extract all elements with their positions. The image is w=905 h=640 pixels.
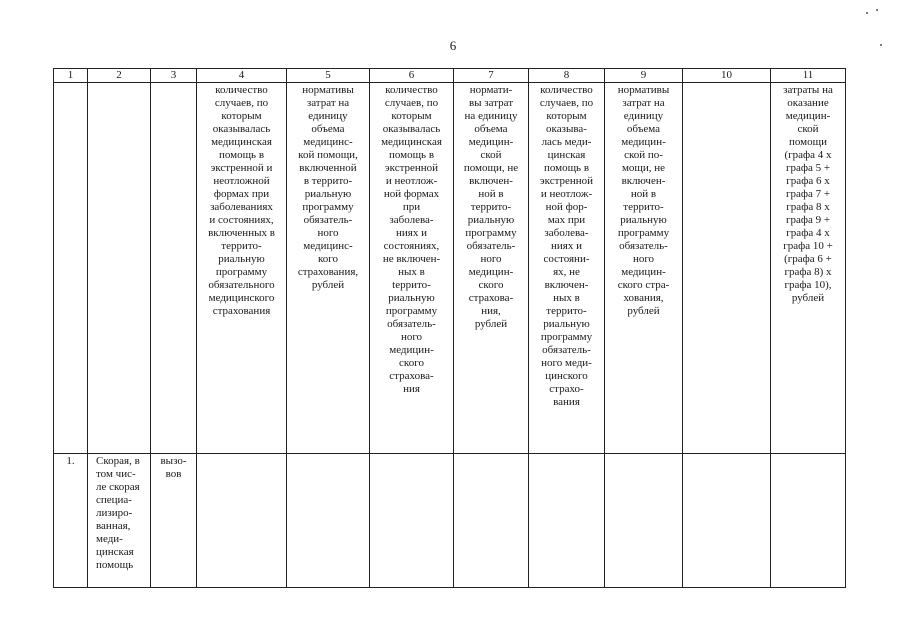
- column-number: 4: [197, 69, 287, 83]
- header-cell-text: количество случаев, по которым оказывалась медицинская помощь в экстренной и неотлож- ной формах при заболева- ниях и состояниях, не включен- ных в tеррито- риальную программу обязатель- ного медицин- ского страхова- ния: [381, 84, 442, 395]
- header-cell-text: затраты на оказание медицин- ской помощи (графа 4 х графа 5 + графа 6 х графа 7 + графа 8 х графа 9 + графа 4 х графа 10 + (графа 6 + графа 8) х графа 10), рублей: [783, 84, 833, 304]
- cell-text: Скорая, в том чис- ле скорая специа- лизиро- ванная, меди- цинская помощь: [96, 455, 140, 571]
- table-cell: [197, 454, 287, 588]
- care-type-cell: [88, 454, 151, 588]
- header-cell-text: нормативы затрат на единицу объема медицин- ской по- мощи, не включен- ной в террито- риальную программу обязатель- ного медицин- ского стра- хования, рублей: [617, 84, 670, 317]
- column-number: 11: [771, 69, 846, 83]
- column-number: 2: [88, 69, 151, 83]
- cost-table: [53, 68, 846, 588]
- header-cell-text: нормативы затрат на единицу объема медицинс- кой помощи, включенной в террито- риальную программу обязатель- ного медицинс- кого страхования, рублей: [297, 84, 359, 291]
- column-number: 7: [454, 69, 529, 83]
- table-row: [54, 454, 846, 588]
- column-number: 1: [54, 69, 88, 83]
- column-number: 9: [605, 69, 683, 83]
- table-cell: [605, 454, 683, 588]
- header-cell: [197, 83, 287, 454]
- header-cell: [605, 83, 683, 454]
- column-number: 8: [529, 69, 605, 83]
- column-number: 6: [370, 69, 454, 83]
- column-header-row: [54, 83, 846, 454]
- table-cell: [771, 454, 846, 588]
- cell-text: 1.: [66, 455, 75, 467]
- column-number-row: [54, 69, 846, 83]
- page-number: 6: [449, 38, 457, 53]
- header-cell: [151, 83, 197, 454]
- column-number: 3: [151, 69, 197, 83]
- header-cell: [54, 83, 88, 454]
- header-cell-text: количество случаев, по которым оказыва- лась меди- цинская помощь в экстренной и неотлож- ной фор- мах при заболева- ниях и состояни- ях, не включен- ных в террито- риальную программу обязатель- ного меди- цинского страхо- вания: [539, 84, 594, 408]
- cell-text: вызо- вов: [160, 455, 187, 480]
- table-cell: [370, 454, 454, 588]
- scan-speck: [866, 12, 868, 14]
- header-cell: [529, 83, 605, 454]
- scan-speck: [876, 9, 878, 11]
- table-cell: [529, 454, 605, 588]
- row-number-cell: [54, 454, 88, 588]
- column-number: 10: [683, 69, 771, 83]
- header-cell-text: количество случаев, по которым оказывалась медицинская помощь в экстренной и неотложной формах при заболеваниях и состояниях, включенных в террито- риальную программу обязательного медицинского страхования: [208, 84, 275, 317]
- header-cell-text: нормати- вы затрат на единицу объема медицин- ской помощи, не включен- ной в террито- риальную программу обязатель- ного медицин- ского страхова- ния, рублей: [463, 84, 519, 330]
- column-number: 5: [287, 69, 370, 83]
- header-cell: [454, 83, 529, 454]
- unit-cell: [151, 454, 197, 588]
- header-cell: [370, 83, 454, 454]
- table-cell: [287, 454, 370, 588]
- table-cell: [454, 454, 529, 588]
- scan-speck: [880, 44, 882, 46]
- header-cell: [771, 83, 846, 454]
- header-cell: [88, 83, 151, 454]
- table-cell: [683, 454, 771, 588]
- header-cell: [287, 83, 370, 454]
- header-cell: [683, 83, 771, 454]
